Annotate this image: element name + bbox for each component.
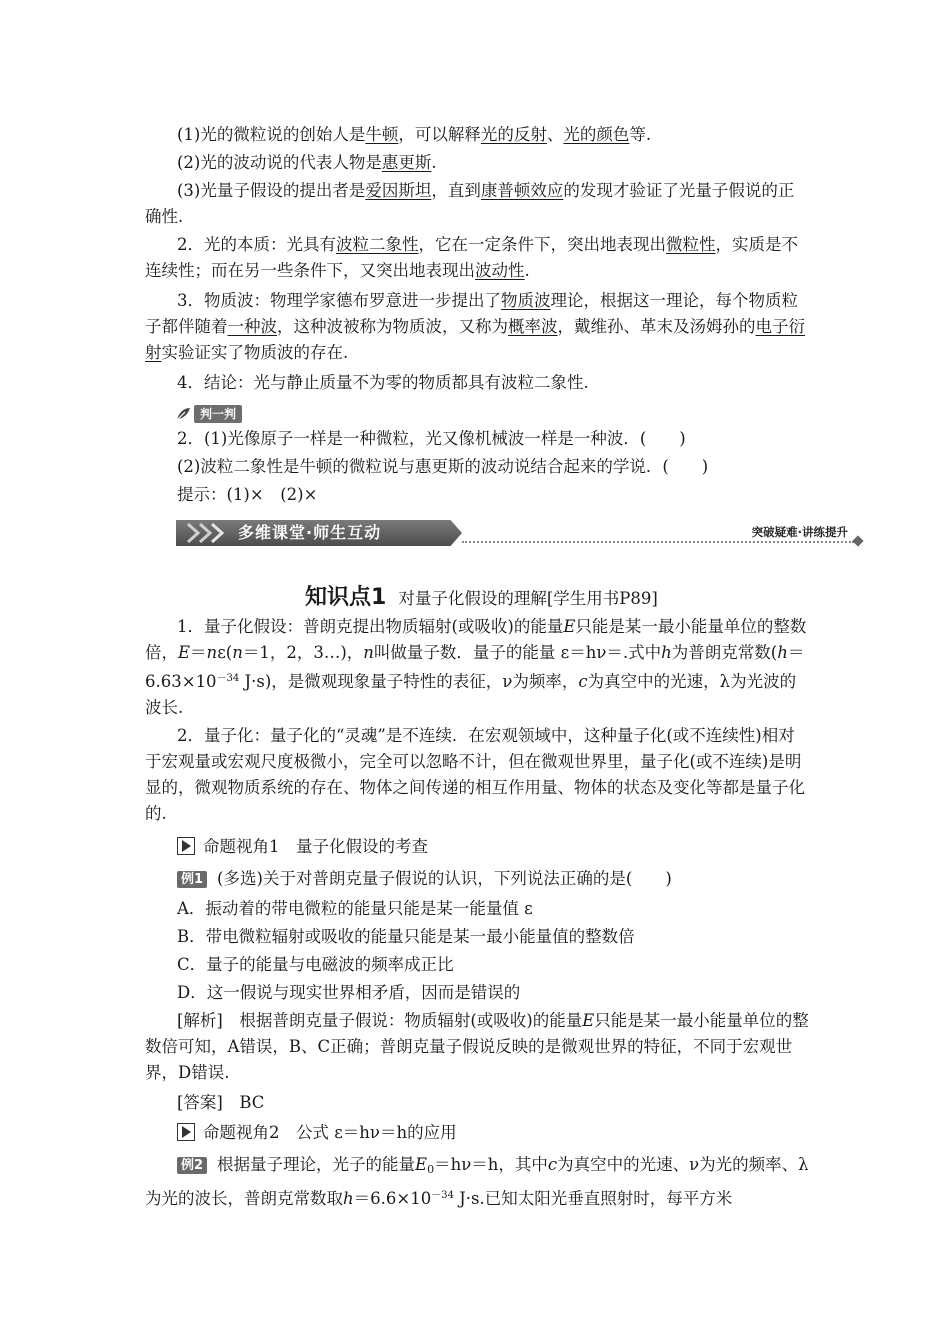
quantization-hypothesis-paragraph: 1．量子化假设：普朗克提出物质辐射(或吸收)的能量E只能是某一最小能量单位的整数倍，E＝nε(n＝1，2，3…)，n叫做量子数．量子的能量 ε＝hν＝.式中h为普朗克常数($h=6.63\times 10^{-34}$ J·s)，是微观现象量子特性的表征，ν为频率，c为真空中的光速，λ为光波的波长. [145, 617, 807, 717]
banner-title: 多维课堂·师生互动 [238, 523, 382, 542]
example-1-tag: 例1 [177, 871, 207, 888]
banner-dotted-line [462, 541, 854, 543]
answer-einstein: 爱因斯坦 [365, 181, 432, 200]
example-1-option-b: B．带电微粒辐射或吸收的能量只能是某一最小能量值的整数倍 [177, 927, 635, 946]
play-triangle-icon [177, 1123, 195, 1141]
judge-hint: 提示：(1)× (2)× [177, 485, 318, 504]
answer-huygens: 惠更斯 [381, 153, 432, 172]
example-1-analysis: [解析] 根据普朗克量子假说：物质辐射(或吸收)的能量E只能是某一最小能量单位的整数倍可知，A错误，B、C正确；普朗克量子假说反映的是微观世界的特征，不同于宏观世界，D错误. [145, 1011, 809, 1082]
play-triangle-icon [177, 837, 195, 855]
diamond-icon [852, 535, 863, 546]
example-2-stem: 例2 根据量子理论，光子的能量$E_0=h\nu=h$，其中c为真空中的光速、ν为光的频率、λ为光的波长，普朗克常数取$h=6.6\times 10^{-34}$ J·s.已知太阳光垂直照射时，每平方米 [145, 1155, 809, 1208]
knowledge-point-heading [305, 580, 658, 611]
quantization-paragraph: 2．量子化：量子化的“灵魂”是不连续．在宏观领域中，这种量子化(或不连续性)相对于宏观量或宏观尺度极微小，完全可以忽略不计，但在微观世界里，量子化(或不连续)是明显的，微观物质系统的存在、物体之间传递的相互作用量、物体的状态及变化等都是量子化的. [145, 726, 805, 823]
judge-tag-label: 判一判 [194, 405, 242, 423]
answer-reflection: 光的反射 [480, 125, 547, 144]
conclusion-paragraph: 4．结论：光与静止质量不为零的物质都具有波粒二象性. [177, 373, 589, 392]
example-1-answer: [答案] BC [177, 1093, 265, 1112]
intro-line-1: (1)光的微粒说的创始人是牛顿，可以解释光的反射、光的颜色等. [177, 125, 652, 144]
intro-line-2: (2)光的波动说的代表人物是惠更斯. [177, 153, 437, 172]
judge-question-1: 2．(1)光像原子一样是一种微粒，光又像机械波一样是一种波．( ) [177, 429, 686, 448]
section-banner [176, 520, 866, 546]
answer-color: 光的颜色 [563, 125, 630, 144]
judge-question-2: (2)波粒二象性是牛顿的微粒说与惠更斯的波动说结合起来的学说．( ) [177, 457, 709, 476]
answer-newton: 牛顿 [365, 125, 399, 144]
double-chevron-icon [186, 523, 234, 543]
knowledge-point-title: 对量子化假设的理解[学生用书P89] [398, 589, 658, 608]
leaf-icon [175, 406, 191, 422]
example-1-option-a: A．振动着的带电微粒的能量只能是某一能量值 ε [177, 899, 533, 918]
intro-line-3: (3)光量子假设的提出者是爱因斯坦，直到康普顿效应的发现才验证了光量子假说的正确性. [145, 181, 795, 226]
example-1-option-c: C．量子的能量与电磁波的频率成正比 [177, 955, 454, 974]
example-2-tag: 例2 [177, 1157, 207, 1174]
angle-1-heading: 命题视角1 量子化假设的考查 [145, 834, 810, 860]
knowledge-point-label: 知识点1 [305, 585, 387, 610]
judge-section-tag [175, 405, 242, 423]
answer-compton: 康普顿效应 [480, 181, 564, 200]
example-1-stem: 例1 (多选)关于对普朗克量子假说的认识，下列说法正确的是( ) [145, 866, 810, 892]
banner-subtitle: 突破疑难·讲练提升 [751, 525, 848, 539]
nature-of-light-paragraph: 2．光的本质：光具有波粒二象性，它在一定条件下，突出地表现出微粒性，实质是不连续性；而在另一些条件下，又突出地表现出波动性. [145, 235, 798, 280]
example-1-option-d: D．这一假说与现实世界相矛盾，因而是错误的 [177, 983, 521, 1002]
matter-wave-paragraph: 3．物质波：物理学家德布罗意进一步提出了物质波理论，根据这一理论，每个物质粒子都伴随着一种波，这种波被称为物质波，又称为概率波，戴维孙、革末及汤姆孙的电子衍射实验证实了物质波的存在. [145, 291, 805, 362]
angle-2-heading: 命题视角2 公式 ε＝hν＝h的应用 [145, 1120, 810, 1146]
